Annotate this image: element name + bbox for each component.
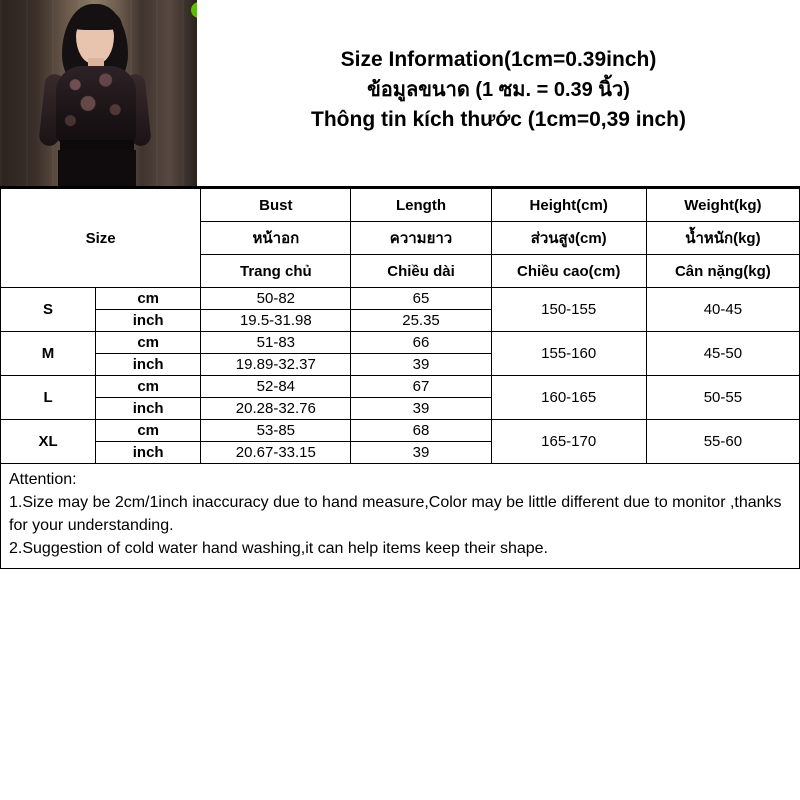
- header-weight-th: น้ำหนัก(kg): [646, 222, 799, 255]
- row-unit-inch: inch: [96, 354, 201, 376]
- row-size-label: L: [1, 376, 96, 420]
- cell-length-inch: 25.35: [351, 310, 491, 332]
- cell-bust-cm: 53-85: [201, 420, 351, 442]
- cell-bust-cm: 50-82: [201, 288, 351, 310]
- row-unit-cm: cm: [96, 288, 201, 310]
- header-height-en: Height(cm): [491, 189, 646, 222]
- header-length-vi: Chiều dài: [351, 255, 491, 288]
- header-height-th: ส่วนสูง(cm): [491, 222, 646, 255]
- cell-weight: 55-60: [646, 420, 799, 464]
- cell-bust-inch: 19.89-32.37: [201, 354, 351, 376]
- attention-line-2: 2.Suggestion of cold water hand washing,it can help items keep their shape.: [9, 540, 548, 557]
- photo-model-figure: [36, 4, 156, 186]
- header-bust-en: Bust: [201, 189, 351, 222]
- table-row: [1, 376, 800, 398]
- table-row: [1, 332, 800, 354]
- cell-length-cm: 67: [351, 376, 491, 398]
- title-line-vi: Thông tin kích thước (1cm=0,39 inch): [311, 108, 686, 131]
- cell-bust-inch: 19.5-31.98: [201, 310, 351, 332]
- cell-bust-inch: 20.28-32.76: [201, 398, 351, 420]
- cell-length-cm: 68: [351, 420, 491, 442]
- cell-height: 165-170: [491, 420, 646, 464]
- header: [0, 0, 800, 188]
- cell-length-inch: 39: [351, 442, 491, 464]
- row-unit-cm: cm: [96, 420, 201, 442]
- cell-bust-cm: 52-84: [201, 376, 351, 398]
- header-bust-th: หน้าอก: [201, 222, 351, 255]
- header-length-en: Length: [351, 189, 491, 222]
- title-line-en: Size Information(1cm=0.39inch): [340, 48, 657, 71]
- table-row: [1, 420, 800, 442]
- header-bust-vi: Trang chủ: [201, 255, 351, 288]
- title-block: [197, 0, 800, 186]
- cell-height: 160-165: [491, 376, 646, 420]
- cell-length-inch: 39: [351, 354, 491, 376]
- cell-weight: 45-50: [646, 332, 799, 376]
- row-size-label: XL: [1, 420, 96, 464]
- cell-weight: 50-55: [646, 376, 799, 420]
- title-line-th: ข้อมูลขนาด (1 ซม. = 0.39 นิ้ว): [367, 79, 630, 101]
- row-size-label: S: [1, 288, 96, 332]
- header-height-vi: Chiều cao(cm): [491, 255, 646, 288]
- row-unit-inch: inch: [96, 442, 201, 464]
- lace-pattern: [56, 66, 136, 144]
- cell-height: 150-155: [491, 288, 646, 332]
- cell-height: 155-160: [491, 332, 646, 376]
- header-weight-vi: Cân nặng(kg): [646, 255, 799, 288]
- row-unit-inch: inch: [96, 310, 201, 332]
- table-header-row-1: [1, 189, 800, 222]
- size-table: [0, 188, 800, 464]
- header-length-th: ความยาว: [351, 222, 491, 255]
- row-size-label: M: [1, 332, 96, 376]
- attention-heading: Attention:: [9, 471, 77, 488]
- cell-length-inch: 39: [351, 398, 491, 420]
- attention-line-1: 1.Size may be 2cm/1inch inaccuracy due to hand measure,Color may be little different due to monitor ,thanks for your understanding.: [9, 494, 782, 534]
- cell-weight: 40-45: [646, 288, 799, 332]
- cell-bust-cm: 51-83: [201, 332, 351, 354]
- header-weight-en: Weight(kg): [646, 189, 799, 222]
- header-size-word: Size: [1, 189, 201, 288]
- cell-length-cm: 65: [351, 288, 491, 310]
- row-unit-inch: inch: [96, 398, 201, 420]
- row-unit-cm: cm: [96, 376, 201, 398]
- model-skirt: [58, 150, 136, 186]
- table-row: [1, 288, 800, 310]
- cell-bust-inch: 20.67-33.15: [201, 442, 351, 464]
- attention-note: [0, 464, 800, 569]
- product-photo: [0, 0, 197, 186]
- row-unit-cm: cm: [96, 332, 201, 354]
- cell-length-cm: 66: [351, 332, 491, 354]
